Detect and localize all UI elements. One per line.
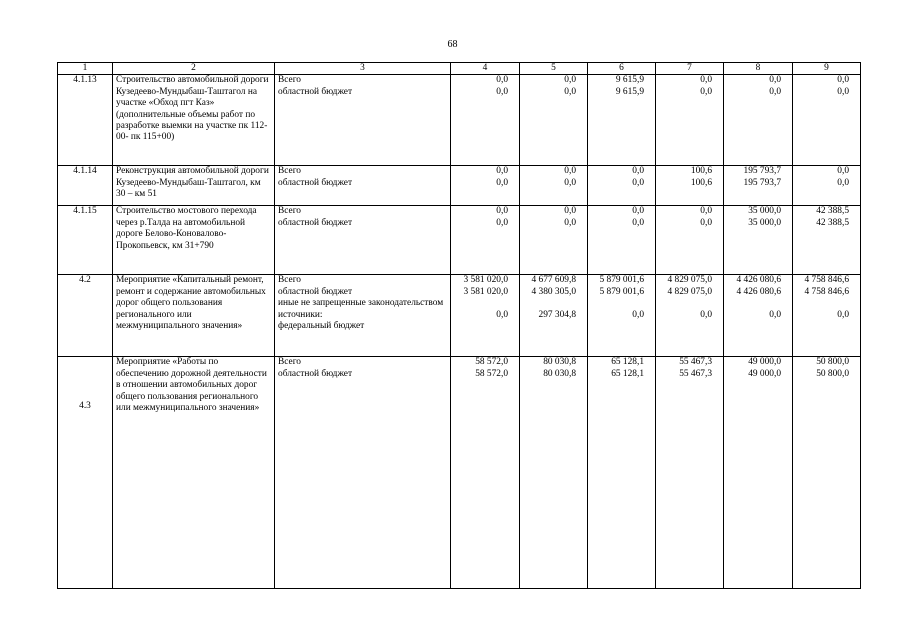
source-cell bbox=[275, 75, 451, 166]
source-label: Всего bbox=[278, 275, 301, 286]
value: 49 000,0 bbox=[748, 368, 781, 379]
value: 42 388,5 bbox=[816, 206, 849, 217]
value: 3 581 020,0 bbox=[463, 286, 508, 297]
value-cell bbox=[793, 166, 861, 206]
value: 80 030,8 bbox=[543, 368, 576, 379]
value-cell bbox=[588, 166, 656, 206]
value: 9 615,9 bbox=[615, 86, 644, 97]
value: 4 426 080,6 bbox=[736, 275, 781, 286]
value-cell bbox=[793, 75, 861, 166]
value-cell bbox=[656, 75, 724, 166]
value-cell bbox=[793, 206, 861, 275]
value: 0,0 bbox=[564, 166, 576, 177]
value: 65 128,1 bbox=[611, 357, 644, 368]
value: 0,0 bbox=[769, 75, 781, 86]
source-label: областной бюджет bbox=[278, 86, 353, 97]
column-header: 8 bbox=[724, 63, 793, 75]
column-header: 2 bbox=[113, 63, 275, 75]
source-label: Всего bbox=[278, 357, 301, 368]
value: 58 572,0 bbox=[475, 357, 508, 368]
table-row bbox=[58, 206, 861, 275]
value-cell bbox=[451, 275, 520, 357]
value: 0,0 bbox=[837, 86, 849, 97]
value: 0,0 bbox=[496, 206, 508, 217]
value: 0,0 bbox=[837, 75, 849, 86]
source-cell bbox=[275, 357, 451, 589]
value: 297 304,8 bbox=[538, 309, 576, 320]
value: 42 388,5 bbox=[816, 217, 849, 228]
row-code: 4.1.14 bbox=[58, 166, 113, 206]
value-cell bbox=[520, 166, 588, 206]
column-header: 3 bbox=[275, 63, 451, 75]
value-cell bbox=[724, 75, 793, 166]
value-cell bbox=[588, 357, 656, 589]
source-cell bbox=[275, 166, 451, 206]
table-row bbox=[58, 166, 861, 206]
value: 0,0 bbox=[496, 75, 508, 86]
value: 0,0 bbox=[564, 177, 576, 188]
value: 0,0 bbox=[564, 206, 576, 217]
column-header: 7 bbox=[656, 63, 724, 75]
value: 100,6 bbox=[690, 166, 712, 177]
value: 0,0 bbox=[837, 166, 849, 177]
value-cell bbox=[520, 75, 588, 166]
value: 0,0 bbox=[769, 309, 781, 320]
value: 65 128,1 bbox=[611, 368, 644, 379]
column-header: 6 bbox=[588, 63, 656, 75]
source-label: федеральный бюджет bbox=[278, 320, 365, 331]
value: 80 030,8 bbox=[543, 357, 576, 368]
value: 195 793,7 bbox=[743, 177, 781, 188]
source-label: областной бюджет bbox=[278, 217, 353, 228]
value: 0,0 bbox=[564, 75, 576, 86]
value-cell bbox=[724, 166, 793, 206]
value-cell bbox=[451, 166, 520, 206]
source-label: областной бюджет bbox=[278, 286, 353, 297]
value-cell bbox=[451, 357, 520, 589]
column-header: 1 bbox=[58, 63, 113, 75]
table-row bbox=[58, 75, 861, 166]
row-code: 4.3 bbox=[58, 357, 113, 589]
value: 0,0 bbox=[632, 217, 644, 228]
value-cell bbox=[520, 357, 588, 589]
value: 0,0 bbox=[496, 177, 508, 188]
source-cell bbox=[275, 275, 451, 357]
value: 5 879 001,6 bbox=[599, 275, 644, 286]
value: 55 467,3 bbox=[679, 368, 712, 379]
value-cell bbox=[724, 275, 793, 357]
value-cell bbox=[520, 275, 588, 357]
value-cell bbox=[656, 357, 724, 589]
value-cell bbox=[588, 275, 656, 357]
value: 9 615,9 bbox=[615, 75, 644, 86]
value: 0,0 bbox=[564, 86, 576, 97]
value: 0,0 bbox=[700, 75, 712, 86]
table-row bbox=[58, 357, 861, 589]
value: 0,0 bbox=[632, 206, 644, 217]
value: 3 581 020,0 bbox=[463, 275, 508, 286]
budget-table bbox=[57, 62, 861, 589]
value: 49 000,0 bbox=[748, 357, 781, 368]
value: 0,0 bbox=[564, 217, 576, 228]
value: 0,0 bbox=[496, 86, 508, 97]
source-cell bbox=[275, 206, 451, 275]
value: 35 000,0 bbox=[748, 206, 781, 217]
header-row bbox=[58, 63, 861, 75]
value-cell bbox=[793, 357, 861, 589]
value: 4 829 075,0 bbox=[667, 275, 712, 286]
column-header: 5 bbox=[520, 63, 588, 75]
value-cell bbox=[656, 166, 724, 206]
row-name: Мероприятие «Капитальный ремонт, ремонт и содержание автомобильных дорог общего пользования регионального или межмуниципального значения» bbox=[113, 275, 275, 357]
value: 55 467,3 bbox=[679, 357, 712, 368]
source-label: областной бюджет bbox=[278, 177, 353, 188]
table-row bbox=[58, 275, 861, 357]
value: 4 380 305,0 bbox=[531, 286, 576, 297]
source-label: иные не запрещенные законодательством источники: bbox=[278, 298, 444, 320]
value-cell bbox=[793, 275, 861, 357]
value: 0,0 bbox=[496, 166, 508, 177]
value: 0,0 bbox=[700, 217, 712, 228]
value: 0,0 bbox=[496, 217, 508, 228]
value: 4 426 080,6 bbox=[736, 286, 781, 297]
value: 35 000,0 bbox=[748, 217, 781, 228]
value: 0,0 bbox=[700, 86, 712, 97]
source-label: Всего bbox=[278, 166, 301, 177]
row-name: Строительство автомобильной дороги Кузедеево-Мундыбаш-Таштагол на участке «Обход пгт Каз» (дополнительные объемы работ по разработке выемки на участке пк 112-00- пк 115+00) bbox=[113, 75, 275, 166]
value: 5 879 001,6 bbox=[599, 286, 644, 297]
row-name: Реконструкция автомобильной дороги Кузедеево-Мундыбаш-Таштагол, км 30 – км 51 bbox=[113, 166, 275, 206]
value: 0,0 bbox=[632, 309, 644, 320]
value: 0,0 bbox=[632, 166, 644, 177]
column-header: 9 bbox=[793, 63, 861, 75]
row-code: 4.2 bbox=[58, 275, 113, 357]
value-cell bbox=[656, 275, 724, 357]
value-cell bbox=[520, 206, 588, 275]
value: 58 572,0 bbox=[475, 368, 508, 379]
value: 0,0 bbox=[769, 86, 781, 97]
value: 0,0 bbox=[496, 309, 508, 320]
value: 4 758 846,6 bbox=[804, 286, 849, 297]
source-label: Всего bbox=[278, 206, 301, 217]
value: 0,0 bbox=[837, 309, 849, 320]
row-name: Строительство мостового перехода через р.Талда на автомобильной дороге Белово-Коновалово-Прокопьевск, км 31+790 bbox=[113, 206, 275, 275]
value: 50 800,0 bbox=[816, 368, 849, 379]
value: 4 677 609,8 bbox=[531, 275, 576, 286]
row-code: 4.1.15 bbox=[58, 206, 113, 275]
value: 195 793,7 bbox=[743, 166, 781, 177]
value: 4 829 075,0 bbox=[667, 286, 712, 297]
column-header: 4 bbox=[451, 63, 520, 75]
source-label: областной бюджет bbox=[278, 368, 353, 379]
value: 100,6 bbox=[690, 177, 712, 188]
value: 0,0 bbox=[700, 309, 712, 320]
value-cell bbox=[656, 206, 724, 275]
source-label: Всего bbox=[278, 75, 301, 86]
row-name: Мероприятие «Работы по обеспечению дорожной деятельности в отношении автомобильных дорог общего пользования регионального или межмуниципального значения» bbox=[113, 357, 275, 589]
value: 0,0 bbox=[632, 177, 644, 188]
value-cell bbox=[724, 206, 793, 275]
row-code: 4.1.13 bbox=[58, 75, 113, 166]
value: 4 758 846,6 bbox=[804, 275, 849, 286]
value-cell bbox=[451, 206, 520, 275]
value: 50 800,0 bbox=[816, 357, 849, 368]
value-cell bbox=[588, 75, 656, 166]
page-number: 68 bbox=[447, 39, 458, 50]
value-cell bbox=[451, 75, 520, 166]
value-cell bbox=[724, 357, 793, 589]
value: 0,0 bbox=[700, 206, 712, 217]
value: 0,0 bbox=[837, 177, 849, 188]
value-cell bbox=[588, 206, 656, 275]
